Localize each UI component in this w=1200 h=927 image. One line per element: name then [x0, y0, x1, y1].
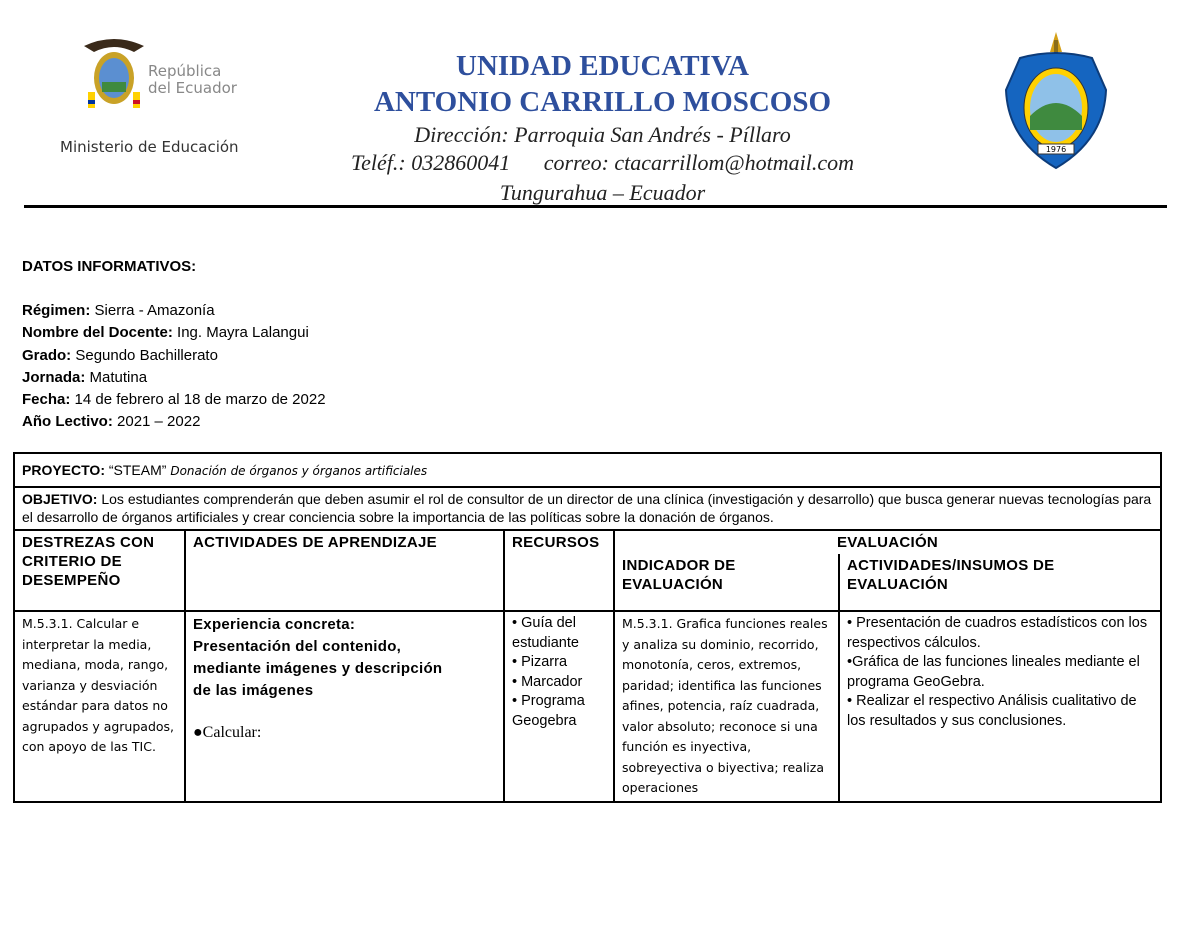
resources-list — [512, 614, 606, 731]
objective-cell — [14, 487, 1161, 530]
project-value: “STEAM” — [108, 462, 167, 478]
objective-label: OBJETIVO: — [22, 491, 98, 507]
table-header-row-1 — [14, 530, 1161, 554]
indicator-cell: M.5.3.1. Grafica funciones reales y analiza su dominio, recorrido, monotonía, ceros, extremos, paridad; identifica las funciones afines, potencia, raíz cuadrada, valor absoluto; reconoce si una función es inyectiva, sobreyectiva o biyectiva; realiza operaciones — [614, 611, 839, 802]
col-header-evaluation: EVALUACIÓN — [614, 530, 1161, 554]
informative-data — [22, 256, 326, 433]
header-divider — [24, 205, 1167, 208]
info-heading: DATOS INFORMATIVOS: — [22, 258, 197, 275]
gov-logo-line-1: República — [148, 62, 222, 80]
col-header-skills: DESTREZAS CON CRITERIO DE DESEMPEÑO — [14, 530, 185, 611]
ministry-name: Ministerio de Educación — [60, 138, 239, 156]
school-email: correo: ctacarrillom@hotmail.com — [543, 150, 855, 175]
objective-row — [14, 487, 1161, 530]
info-label: Año Lectivo: — [22, 413, 113, 431]
col-header-resources: RECURSOS — [504, 530, 614, 611]
activities-bullet-item — [193, 724, 496, 742]
col-header-indicator: INDICADOR DE EVALUACIÓN — [614, 554, 839, 611]
info-field-date — [22, 389, 326, 411]
input-item: • Realizar el respectivo Análisis cualitativo de los resultados y sus conclusiones. — [847, 693, 1137, 729]
resource-item: • Programa Geogebra — [512, 693, 585, 729]
resource-item: • Pizarra — [512, 654, 568, 670]
project-cell — [14, 453, 1161, 487]
info-field-school-year — [22, 411, 326, 433]
objective-text: Los estudiantes comprenderán que deben asumir el rol de consultor de un director de una clínica (investigación y desarrollo) que busca generar nuevas tecnologías para el desarrollo de órganos artificiales y crear conciencia sobre la importancia de las políticas sobre la donación de órganos. — [22, 491, 1152, 525]
info-value: Segundo Bachillerato — [75, 346, 218, 364]
resources-cell — [504, 611, 614, 802]
school-name-line-2: ANTONIO CARRILLO MOSCOSO — [373, 86, 832, 118]
info-field-teacher — [22, 322, 326, 344]
info-label: Fecha: — [22, 391, 71, 409]
info-field-grade — [22, 345, 326, 367]
info-value: Matutina — [89, 368, 148, 386]
bullet-icon: ● — [193, 724, 203, 741]
skills-cell: M.5.3.1. Calcular e interpretar la media, mediana, moda, rango, varianza y desviación estándar para datos no agrupados y agrupados, con apoyo de las TIC. — [14, 611, 185, 802]
info-label: Nombre del Docente: — [22, 324, 173, 342]
school-address: Dirección: Parroquia San Andrés - Píllaro — [414, 122, 791, 147]
info-label: Grado: — [22, 346, 72, 364]
project-subtitle: Donación de órganos y órganos artificiales — [170, 464, 428, 478]
info-value: Ing. Mayra Lalangui — [177, 324, 309, 342]
input-item: • Presentación de cuadros estadísticos con los respectivos cálculos. — [847, 615, 1148, 651]
school-contact — [300, 150, 905, 176]
input-item: •Gráfica de las funciones lineales mediante el programa GeoGebra. — [847, 654, 1140, 690]
resource-item: • Marcador — [512, 673, 583, 690]
project-table — [13, 452, 1162, 803]
info-label: Régimen: — [22, 302, 91, 320]
project-label: PROYECTO: — [22, 462, 105, 478]
school-region: Tungurahua – Ecuador — [499, 180, 706, 205]
table-row — [14, 611, 1161, 802]
info-value: Sierra - Amazonía — [94, 302, 215, 320]
activities-bullet-text: Calcular: — [202, 724, 262, 741]
gov-ecuador-logo — [74, 32, 274, 112]
info-field-regime — [22, 300, 326, 322]
col-header-activities: ACTIVIDADES DE APRENDIZAJE — [185, 530, 504, 611]
school-phone: Teléf.: 032860041 — [350, 150, 511, 175]
info-field-shift — [22, 367, 326, 389]
inputs-cell — [839, 611, 1161, 802]
info-value: 14 de febrero al 18 de marzo de 2022 — [74, 391, 326, 409]
project-row — [14, 453, 1161, 487]
resource-item: • Guía del estudiante — [512, 615, 579, 651]
activities-cell — [185, 611, 504, 802]
school-crest-icon — [1000, 30, 1112, 172]
school-crest-logo — [1000, 30, 1112, 172]
info-label: Jornada: — [22, 368, 86, 386]
col-header-inputs: ACTIVIDADES/INSUMOS DE EVALUACIÓN — [839, 554, 1161, 611]
coat-of-arms-icon — [74, 32, 274, 112]
activities-heading: Experiencia concreta: Presentación del contenido, mediante imágenes y descripción de las imágenes — [193, 616, 443, 699]
school-name-line-1: UNIDAD EDUCATIVA — [456, 50, 749, 82]
gov-logo-line-2: del Ecuador — [148, 79, 237, 97]
crest-year: 1976 — [1045, 145, 1067, 154]
info-value: 2021 – 2022 — [117, 413, 201, 431]
